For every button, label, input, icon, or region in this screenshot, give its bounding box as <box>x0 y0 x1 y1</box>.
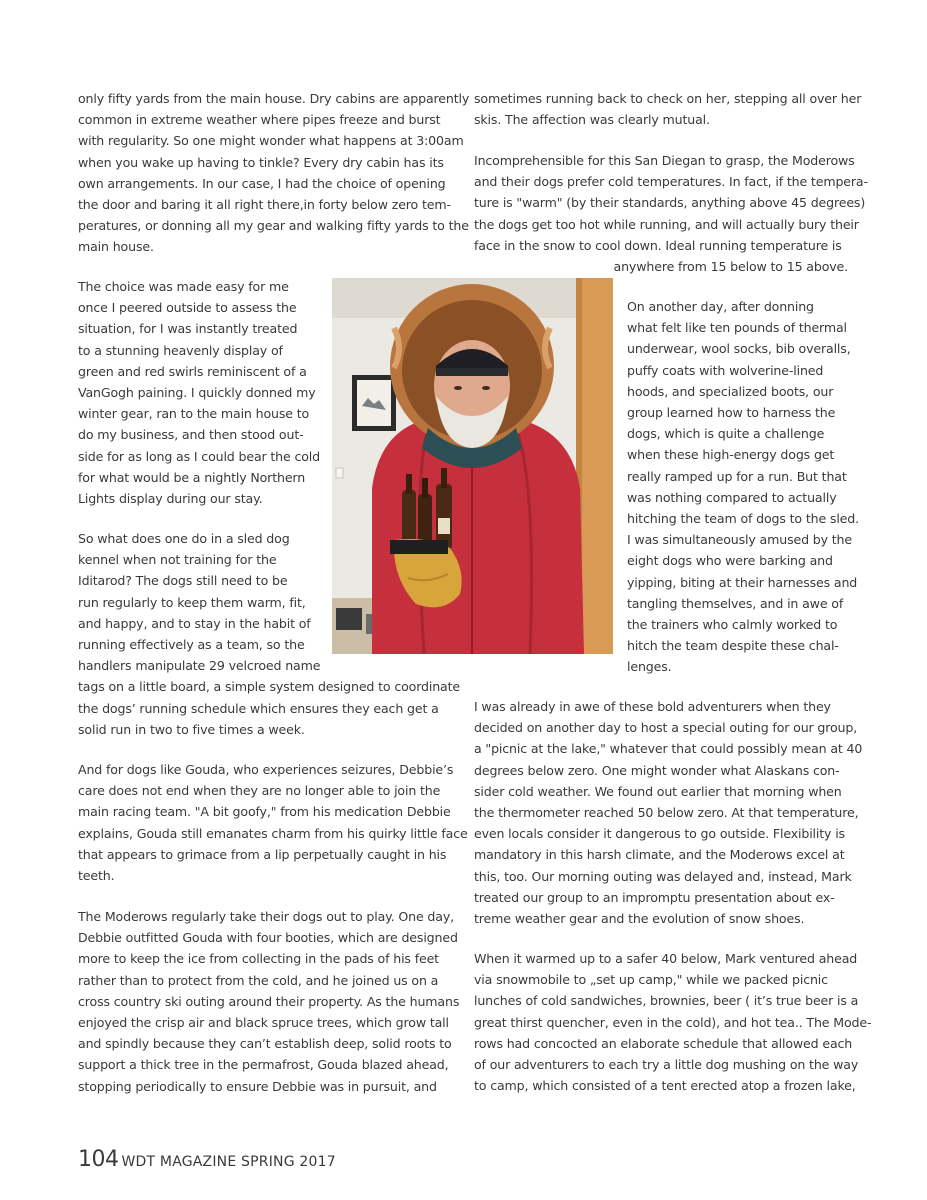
text-line: a "picnic at the lake," whatever that could possibly mean at 40 <box>474 741 863 757</box>
text-line: the thermometer reached 50 below zero. At that temperature, <box>474 805 859 821</box>
right-paragraph-4 <box>474 696 862 929</box>
text-line: enjoyed the crisp air and black spruce trees, which grow tall <box>78 1015 449 1031</box>
text-line: the dogs’ running schedule which ensures they each get a <box>78 700 439 716</box>
text-line: yipping, biting at their harnesses and <box>627 574 858 590</box>
text-line: great thirst quencher, even in the cold), and hot tea.. The Mode- <box>474 1014 872 1030</box>
text-line: own arrangements. In our case, I had the choice of opening <box>78 175 446 191</box>
text-line: only fifty yards from the main house. Dry cabins are apparently <box>78 91 470 106</box>
text-line: that appears to grimace from a lip perpetually caught in his <box>78 846 447 862</box>
text-line: main house. <box>78 239 154 255</box>
text-line: what felt like ten pounds of thermal <box>627 320 847 336</box>
text-line: more to keep the ice from collecting in the pads of his feet <box>78 951 439 967</box>
text-line: puffy coats with wolverine-lined <box>627 362 824 378</box>
text-line: Iditarod? The dogs still need to be <box>78 573 288 589</box>
photo-man-in-parka <box>332 278 613 654</box>
text-line: main racing team. "A bit goofy," from his medication Debbie <box>78 804 451 820</box>
text-line: treated our group to an impromptu presentation about ex- <box>474 889 835 905</box>
page-number: 104 <box>78 1147 119 1172</box>
text-line: sider cold weather. We found out earlier that morning when <box>474 783 842 799</box>
text-line: to a stunning heavenly display of <box>78 342 283 358</box>
text-line: lenges. <box>627 659 672 675</box>
text-line: When it warmed up to a safer 40 below, Mark ventured ahead <box>474 951 858 966</box>
text-line: via snowmobile to „set up camp," while we packed picnic <box>474 972 828 988</box>
left-paragraph-4 <box>78 759 468 886</box>
text-line: rows had concocted an elaborate schedule that allowed each <box>474 1035 853 1051</box>
text-line: the dogs get too hot while running, and will actually bury their <box>474 216 859 232</box>
text-line: hitch the team despite these chal- <box>627 638 839 654</box>
text-line: decided on another day to host a special outing for our group, <box>474 720 858 736</box>
text-line: cross country ski outing around their property. As the humans <box>78 993 460 1009</box>
text-line: situation, for I was instantly treated <box>78 321 298 337</box>
left-paragraph-5 <box>78 906 459 1097</box>
text-line: when you wake up having to tinkle? Every dry cabin has its <box>78 154 444 170</box>
text-line: lunches of cold sandwiches, brownies, beer ( it’s true beer is a <box>474 993 859 1009</box>
text-line: degrees below zero. One might wonder what Alaskans con- <box>474 762 840 778</box>
text-line: teeth. <box>78 868 115 884</box>
text-line: kennel when not training for the <box>78 552 277 568</box>
right-paragraph-2 <box>474 150 868 277</box>
text-line: was nothing compared to actually <box>627 489 837 505</box>
text-line: even locals consider it dangerous to go outside. Flexibility is <box>474 826 845 842</box>
text-line: for what would be a nightly Northern <box>78 469 306 485</box>
text-line: The Moderows regularly take their dogs out to play. One day, <box>78 909 454 924</box>
right-paragraph-1 <box>474 88 861 130</box>
text-line: treme weather gear and the evolution of snow shoes. <box>474 911 805 927</box>
text-line: stopping periodically to ensure Debbie was in pursuit, and <box>78 1078 437 1094</box>
text-line: Incomprehensible for this San Diegan to grasp, the Moderows <box>474 153 855 168</box>
text-line: and spindly because they can’t establish deep, solid roots to <box>78 1036 452 1052</box>
text-line: running effectively as a team, so the <box>78 637 305 653</box>
text-line: common in extreme weather where pipes freeze and burst <box>78 112 441 128</box>
text-line: anywhere from 15 below to 15 above. <box>613 259 848 275</box>
text-line: hitching the team of dogs to the sled. <box>627 511 859 527</box>
text-line: So what does one do in a sled dog <box>78 531 290 546</box>
text-line: solid run in two to five times a week. <box>78 721 305 737</box>
text-line: VanGogh paining. I quickly donned my <box>78 385 316 401</box>
text-line: tags on a little board, a simple system designed to coordinate <box>78 679 460 695</box>
text-line: Lights display during our stay. <box>78 491 263 507</box>
text-line: hoods, and specialized boots, our <box>627 383 834 399</box>
text-line: On another day, after donning <box>627 299 814 314</box>
text-line: the door and baring it all right there,in forty below zero tem- <box>78 197 451 213</box>
text-line: I was already in awe of these bold adventurers when they <box>474 699 831 714</box>
text-line: handlers manipulate 29 velcroed name <box>78 658 321 674</box>
text-line: winter gear, ran to the main house to <box>78 406 310 422</box>
text-line: to camp, which consisted of a tent erected atop a frozen lake, <box>474 1078 856 1094</box>
text-line: ture is "warm" (by their standards, anything above 45 degrees) <box>474 195 866 211</box>
text-line: underwear, wool socks, bib overalls, <box>627 341 851 357</box>
text-line: of our adventurers to each try a little dog mushing on the way <box>474 1057 859 1073</box>
text-line: explains, Gouda still emanates charm from his quirky little face <box>78 825 468 841</box>
text-line: group learned how to harness the <box>627 405 836 421</box>
text-line: The choice was made easy for me <box>78 279 289 294</box>
text-line: Debbie outfitted Gouda with four booties, which are designed <box>78 930 458 946</box>
text-line: skis. The affection was clearly mutual. <box>474 112 710 128</box>
text-line: the trainers who calmly worked to <box>627 617 838 633</box>
text-line: once I peered outside to assess the <box>78 300 297 316</box>
text-line: and their dogs prefer cold temperatures. In fact, if the tempera- <box>474 174 868 190</box>
text-line: sometimes running back to check on her, stepping all over her <box>474 91 862 106</box>
text-line: side for as long as I could bear the cold <box>78 448 320 464</box>
text-line: really ramped up for a run. But that <box>627 468 847 484</box>
text-line: tangling themselves, and in awe of <box>627 595 844 611</box>
text-line: face in the snow to cool down. Ideal running temperature is <box>474 237 842 253</box>
page-footer <box>78 1147 336 1172</box>
left-paragraph-2 <box>78 276 320 509</box>
text-line: with regularity. So one might wonder what happens at 3:00am <box>78 133 464 149</box>
text-line: rather than to protect from the cold, and he joined us on a <box>78 972 439 988</box>
text-line: this, too. Our morning outing was delayed and, instead, Mark <box>474 868 852 884</box>
text-line: mandatory in this harsh climate, and the Moderows excel at <box>474 847 845 863</box>
right-paragraph-3 <box>627 296 859 678</box>
right-paragraph-5 <box>474 948 871 1096</box>
text-line: and happy, and to stay in the habit of <box>78 615 311 631</box>
text-line: dogs, which is quite a challenge <box>627 426 825 442</box>
text-line: eight dogs who were barking and <box>627 553 833 569</box>
text-line: care does not end when they are no longer able to join the <box>78 783 441 799</box>
text-line: And for dogs like Gouda, who experiences seizures, Debbie’s <box>78 762 454 777</box>
text-line: do my business, and then stood out- <box>78 427 304 443</box>
left-paragraph-1 <box>78 88 469 258</box>
text-line: support a thick tree in the permafrost, Gouda blazed ahead, <box>78 1057 449 1073</box>
text-line: I was simultaneously amused by the <box>627 532 852 548</box>
text-line: run regularly to keep them warm, fit, <box>78 594 306 610</box>
text-line: peratures, or donning all my gear and walking fifty yards to the <box>78 218 469 234</box>
magazine-issue-title: WDT MAGAZINE SPRING 2017 <box>121 1154 336 1170</box>
text-line: green and red swirls reminiscent of a <box>78 363 307 379</box>
text-line: when these high-energy dogs get <box>627 447 835 463</box>
